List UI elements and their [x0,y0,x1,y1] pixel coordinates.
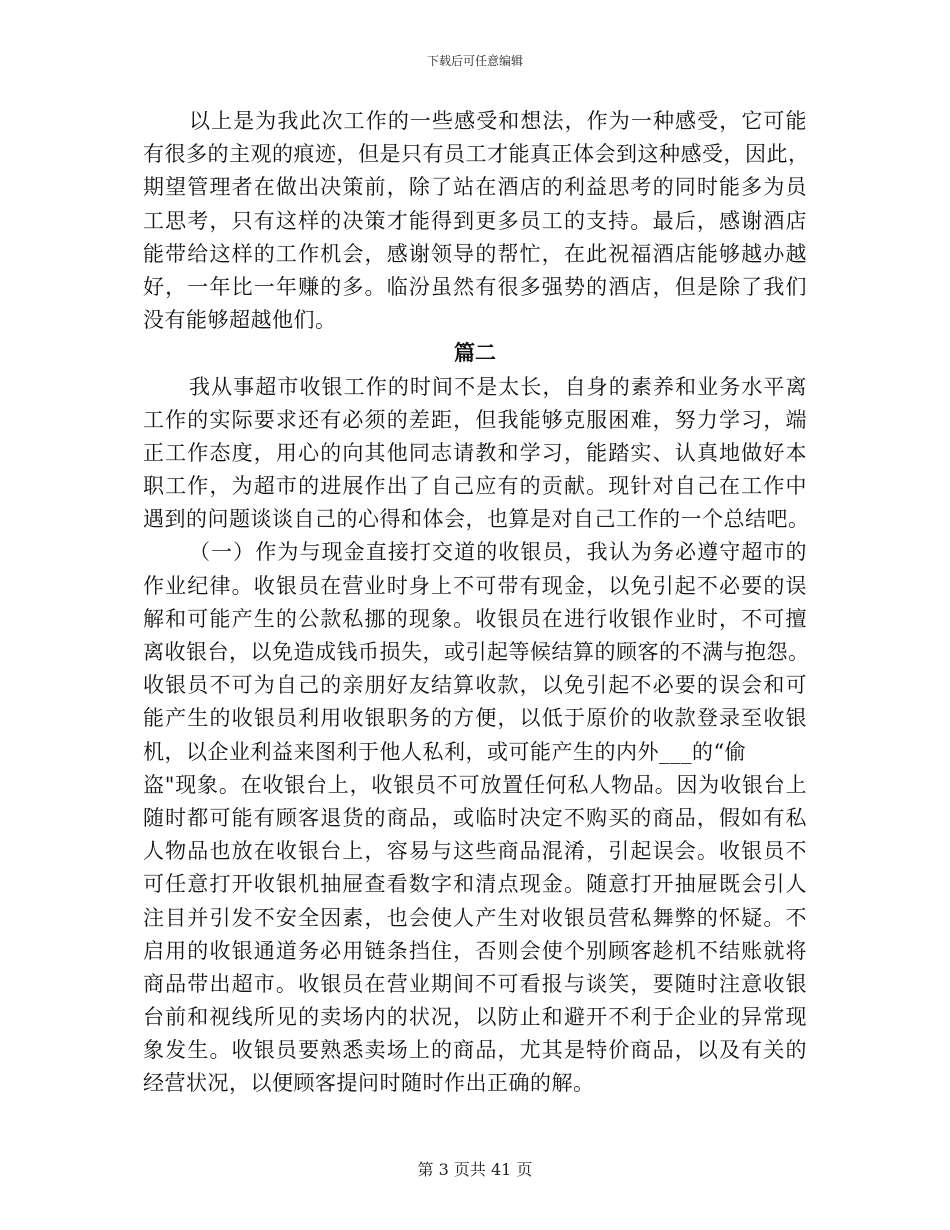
paragraph-line: 作业纪律。收银员在营业时身上不可带有现金，以免引起不必要的误 [143,573,807,598]
paragraph-line: 注目并引发不安全因素，也会使人产生对收银员营私舞弊的怀疑。不 [143,905,807,930]
paragraph-line: （一）作为与现金直接打交道的收银员，我认为务必遵守超市的 [189,540,807,565]
paragraph-line: 遇到的问题谈谈自己的心得和体会，也算是对自己工作的一个总结吧。 [143,507,810,532]
section-title: 篇二 [454,341,496,366]
paragraph-line: 人物品也放在收银台上，容易与这些商品混淆，引起误会。收银员不 [143,839,807,864]
paragraph-line: 解和可能产生的公款私挪的现象。收银员在进行收银作业时，不可擅 [143,606,807,631]
paragraph-line: 有很多的主观的痕迹，但是只有员工才能真正体会到这种感受，因此， [143,142,810,167]
paragraph-line: 没有能够超越他们。 [143,308,337,333]
paragraph-line: 工思考，只有这样的决策才能得到更多员工的支持。最后，感谢酒店 [143,208,807,233]
paragraph-line: 盗"现象。在收银台上，收银员不可放置任何私人物品。因为收银台上 [143,772,807,797]
paragraph-line: 台前和视线所见的卖场内的状况，以防止和避开不利于企业的异常现 [143,1005,807,1030]
page-header: 下载后可任意编辑 [426,54,523,68]
paragraph-line: 工作的实际要求还有必须的差距，但我能够克服困难，努力学习，端 [143,407,807,432]
paragraph-line: 经营状况，以便顾客提问时随时作出正确的解。 [143,1071,595,1096]
paragraph-line: 正工作态度，用心的向其他同志请教和学习，能踏实、认真地做好本 [143,440,807,465]
document-body [143,105,810,1101]
paragraph-line: 收银员不可为自己的亲朋好友结算收款，以免引起不必要的误会和可 [143,673,807,698]
paragraph-2 [143,371,810,537]
paragraph-line: 机，以企业利益来图利于他人私利，或可能产生的内外___的“偷 [143,739,747,764]
paragraph-line: 能带给这样的工作机会，感谢领导的帮忙，在此祝福酒店能够越办越 [143,241,807,266]
paragraph-line: 以上是为我此次工作的一些感受和想法，作为一种感受，它可能 [189,109,807,133]
paragraph-1 [143,105,810,337]
paragraph-line: 可任意打开收银机抽屉查看数字和清点现金。随意打开抽屉既会引人 [143,872,807,897]
paragraph-line: 能产生的收银员利用收银职务的方便，以低于原价的收款登录至收银 [143,706,807,731]
paragraph-line: 好，一年比一年赚的多。临汾虽然有很多强势的酒店，但是除了我们 [143,274,807,299]
paragraph-line: 启用的收银通道务必用链条挡住，否则会使个别顾客趁机不结账就将 [143,938,807,963]
paragraph-line: 职工作，为超市的进展作出了自己应有的贡献。现针对自己在工作中 [143,474,807,499]
paragraph-line: 象发生。收银员要熟悉卖场上的商品，尤其是特价商品，以及有关的 [143,1038,807,1063]
paragraph-line: 期望管理者在做出决策前，除了站在酒店的利益思考的同时能多为员 [143,175,807,200]
paragraph-line: 离收银台，以免造成钱币损失，或引起等候结算的顾客的不满与抱怨。 [143,640,810,664]
paragraph-3 [143,536,810,1100]
paragraph-line: 随时都可能有顾客退货的商品，或临时决定不购买的商品，假如有私 [143,805,807,830]
paragraph-line: 我从事超市收银工作的时间不是太长，自身的素养和业务水平离 [189,374,807,399]
paragraph-line: 商品带出超市。收银员在营业期间不可看报与谈笑，要随时注意收银 [143,971,807,996]
page-footer: 第 3 页共 41 页 [417,1160,533,1179]
